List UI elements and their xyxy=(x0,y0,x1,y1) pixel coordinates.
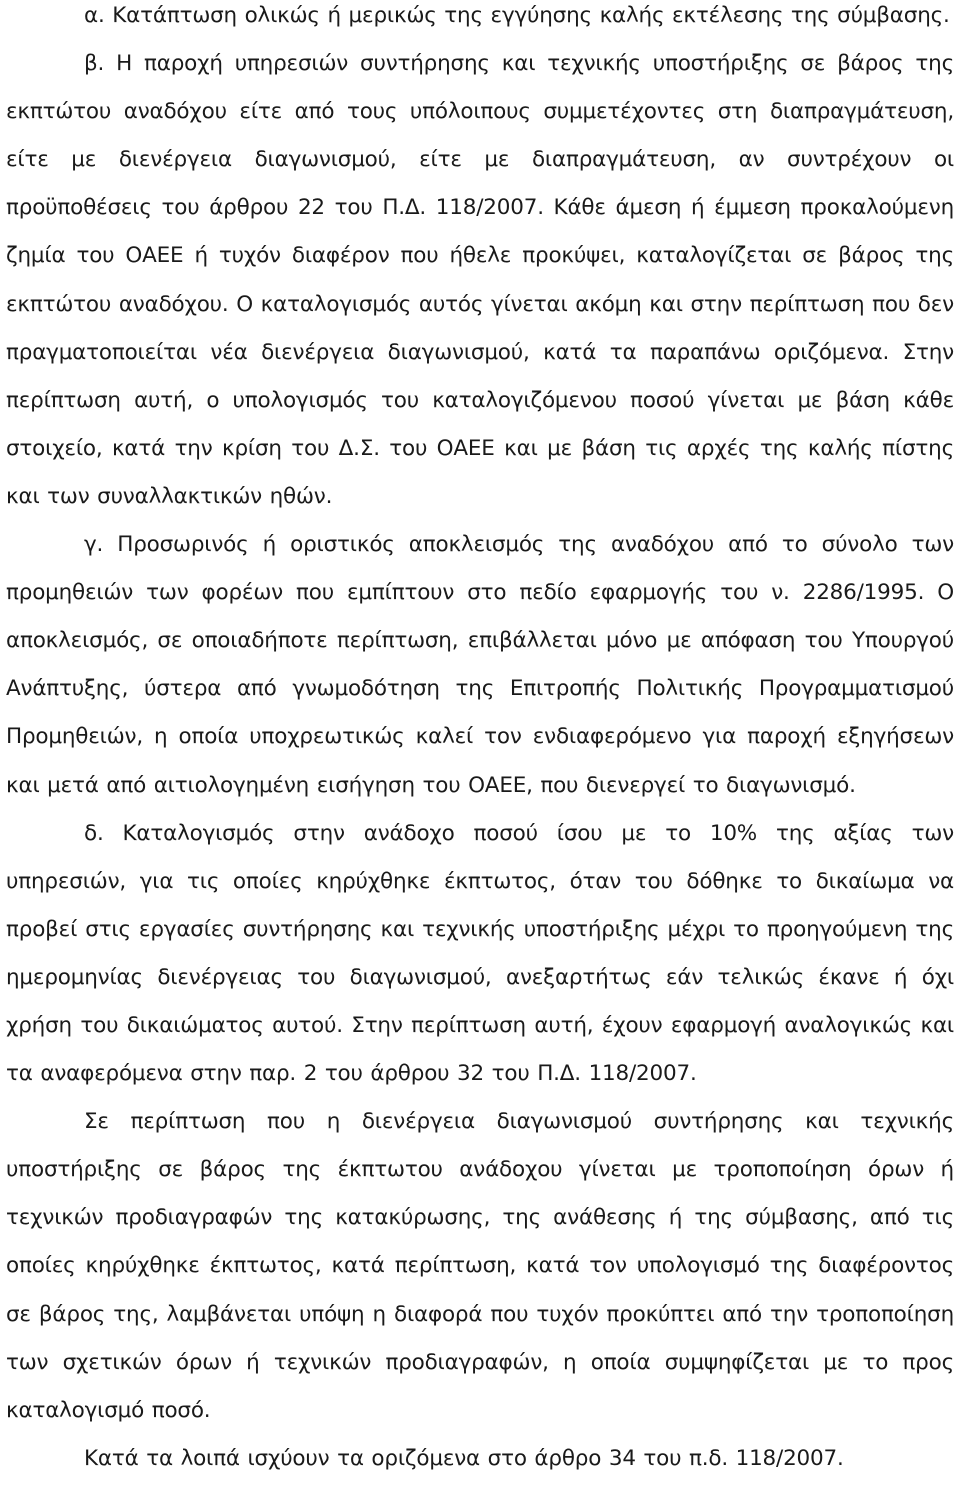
paragraph-modification: Σε περίπτωση που η διενέργεια διαγωνισμού συντήρησης και τεχνικής υποστήριξης σε βάρος της έκπτωτου ανάδοχου γίνεται με τροποποίηση όρων ή τεχνικών προδιαγραφών της κατακύρωσης, της ανάθεσης ή της σύμβασης, από τις οποίες κηρύχθηκε έκπτωτος, κατά περίπτωση, κατά τον υπολογισμό της διαφέροντος σε βάρος της, λαμβάνεται υπόψη η διαφορά που τυχόν προκύπτει από την τροποποίηση των σχετικών όρων ή τεχνικών προδιαγραφών, η οποία συμψηφίζεται με το προς καταλογισμό ποσό. xyxy=(6,1109,954,1423)
paragraph-delta: δ. Καταλογισμός στην ανάδοχο ποσού ίσου με το 10% της αξίας των υπηρεσιών, για τις οποίες κηρύχθηκε έκπτωτος, όταν του δόθηκε το δικαίωμα να προβεί στις εργασίες συντήρησης και τεχνικής υποστήριξης μέχρι το προηγούμενη της ημερομηνίας διενέργειας του διαγωνισμού, ανεξαρτήτως εάν τελικώς έκανε ή όχι χρήση του δικαιώματος αυτού. Στην περίπτωση αυτή, έχουν εφαρμογή αναλογικώς και τα αναφερόμενα στην παρ. 2 του άρθρου 32 του Π.Δ. 118/2007. xyxy=(6,820,954,1087)
paragraph-beta: β. Η παροχή υπηρεσιών συντήρησης και τεχνικής υποστήριξης σε βάρος της εκπτώτου αναδόχου είτε από τους υπόλοιπους συμμετέχοντες στη διαπραγμάτευση, είτε με διενέργεια διαγωνισμού, είτε με διαπραγμάτευση, αν συντρέχουν οι προϋποθέσεις του άρθρου 22 του Π.Δ. 118/2007. Κάθε άμεση ή έμμεση προκαλούμενη ζημία του ΟΑΕΕ ή τυχόν διαφέρον που ήθελε προκύψει, καταλογίζεται σε βάρος της εκπτώτου αναδόχου. Ο καταλογισμός αυτός γίνεται ακόμη και στην περίπτωση που δεν πραγματοποιείται νέα διενέργεια διαγωνισμού, κατά τα παραπάνω οριζόμενα. Στην περίπτωση αυτή, ο υπολογισμός του καταλογιζόμενου ποσού γίνεται με βάση κάθε στοιχείο, κατά την κρίση του Δ.Σ. του ΟΑΕΕ και με βάση τις αρχές της καλής πίστης και των συναλλακτικών ηθών. xyxy=(6,51,954,509)
paragraph-gamma: γ. Προσωρινός ή οριστικός αποκλεισμός της αναδόχου από το σύνολο των προμηθειών των φορέων που εμπίπτουν στο πεδίο εφαρμογής του ν. 2286/1995. Ο αποκλεισμός, σε οποιαδήποτε περίπτωση, επιβάλλεται μόνο με απόφαση του Υπουργού Ανάπτυξης, ύστερα από γνωμοδότηση της Επιτροπής Πολιτικής Προγραμματισμού Προμηθειών, η οποία υποχρεωτικώς καλεί τον ενδιαφερόμενο για παροχή εξηγήσεων και μετά από αιτιολογημένη εισήγηση του ΟΑΕΕ, που διενεργεί το διαγωνισμό. xyxy=(6,532,954,798)
paragraph-alpha: α. Κατάπτωση ολικώς ή μερικώς της εγγύησης καλής εκτέλεσης της σύμβασης. xyxy=(84,3,950,28)
paragraph-closing: Κατά τα λοιπά ισχύουν τα οριζόμενα στο άρθρο 34 του π.δ. 118/2007. xyxy=(84,1445,844,1471)
document-page xyxy=(6,0,954,1483)
